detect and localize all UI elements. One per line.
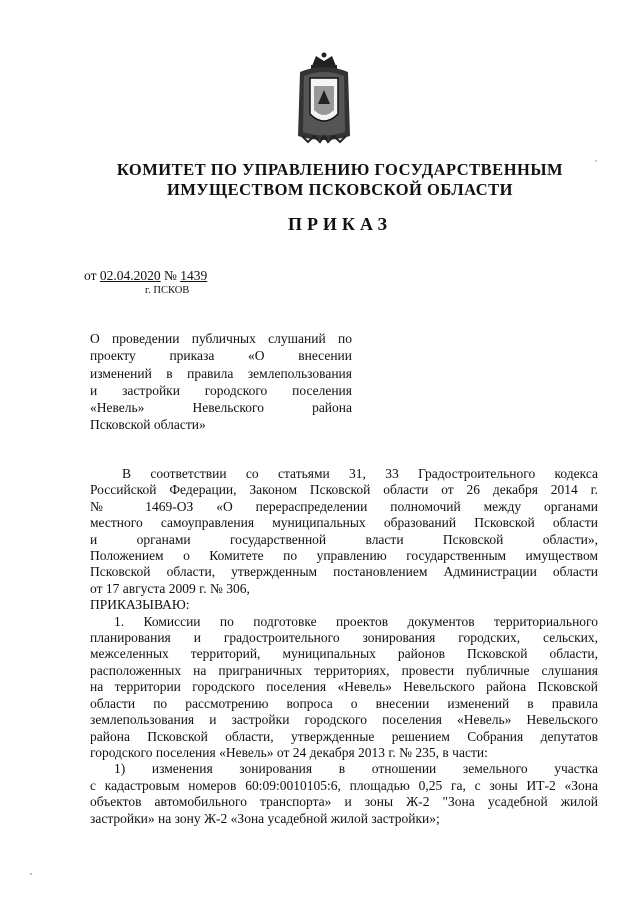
subitem1-line: с кадастровым номеров 60:09:0010105:6, площадью 0,25 га, с зоны ИТ-2 «Зона (90, 777, 598, 793)
committee-name (60, 160, 620, 200)
subject-line: изменений в правила землепользования (90, 365, 352, 381)
item1-line: области по рассмотрению вопроса о внесении изменений в правила (90, 695, 598, 711)
item1-line: расположенных на приграничных территориях, провести публичные слушания (90, 662, 598, 678)
item1-line: на территории городского поселения «Невель» Невельского района Псковской (90, 679, 598, 695)
subject-line: О проведении публичных слушаний по (90, 331, 352, 346)
committee-name-line1: КОМИТЕТ ПО УПРАВЛЕНИЮ ГОСУДАРСТВЕННЫМ (116, 160, 564, 179)
preamble-line: и органами государственной власти Псковской области», (90, 531, 598, 547)
order-subject (90, 330, 352, 434)
item1-line: района Псковской области, утвержденные решением Собрания депутатов (90, 728, 598, 744)
item1-line: городского поселения «Невель» от 24 декабря 2013 г. № 235, в части: (90, 744, 488, 760)
scan-speck (595, 160, 597, 162)
order-date-number (84, 268, 207, 284)
order-date: 02.04.2020 (99, 268, 161, 283)
preamble-line: местного самоуправления муниципальных образований Псковской области (90, 515, 598, 531)
number-prefix: № (163, 268, 177, 283)
date-prefix: от (84, 268, 97, 283)
order-number: 1439 (180, 268, 208, 283)
item1-line: 1. Комиссии по подготовке проектов документов территориального (114, 613, 598, 629)
subject-line: «Невель» Невельского района (90, 400, 352, 416)
committee-name-line2: ИМУЩЕСТВОМ ПСКОВСКОЙ ОБЛАСТИ (167, 180, 513, 199)
order-word: ПРИКАЗЫВАЮ: (90, 597, 190, 613)
preamble-line: В соответствии со статьями 31, 33 Градостроительного кодекса (122, 466, 598, 481)
subject-line: и застройки городского поселения (90, 382, 352, 398)
preamble-line: Положением о Комитете по управлению государственным имуществом (90, 548, 598, 564)
subject-line: проекту приказа «О внесении (90, 348, 352, 364)
preamble-line: Псковской области, утвержденным постановлением Администрации области (90, 564, 598, 580)
item1-line: землепользования и застройки городского поселения «Невель» Невельского (90, 712, 598, 728)
preamble-line: от 17 августа 2009 г. № 306, (90, 580, 250, 596)
document-type-title: ПРИКАЗ (287, 214, 393, 234)
coat-of-arms-emblem (294, 52, 354, 144)
subitem1-line: объектов автомобильного транспорта» и зоны Ж-2 "Зона усадебной жилой (90, 794, 598, 810)
issue-city: г. ПСКОВ (145, 285, 190, 296)
item1-line: межселенных территорий, муниципальных районов Псковской области, (90, 646, 598, 662)
scan-speck (30, 873, 32, 875)
preamble-line: № 1469-ОЗ «О перераспределении полномочий между органами (90, 498, 598, 514)
order-body (90, 466, 598, 827)
preamble-line: Российской Федерации, Законом Псковской области от 26 декабря 2014 г. (90, 482, 598, 498)
subitem1-line: застройки» на зону Ж-2 «Зона усадебной жилой застройки»; (90, 810, 440, 826)
subject-line: Псковской области» (90, 417, 206, 433)
subitem1-line: 1) изменения зонирования в отношении земельного участка (114, 761, 598, 777)
item1-line: планирования и градостроительного зонирования городских, сельских, (90, 630, 598, 646)
